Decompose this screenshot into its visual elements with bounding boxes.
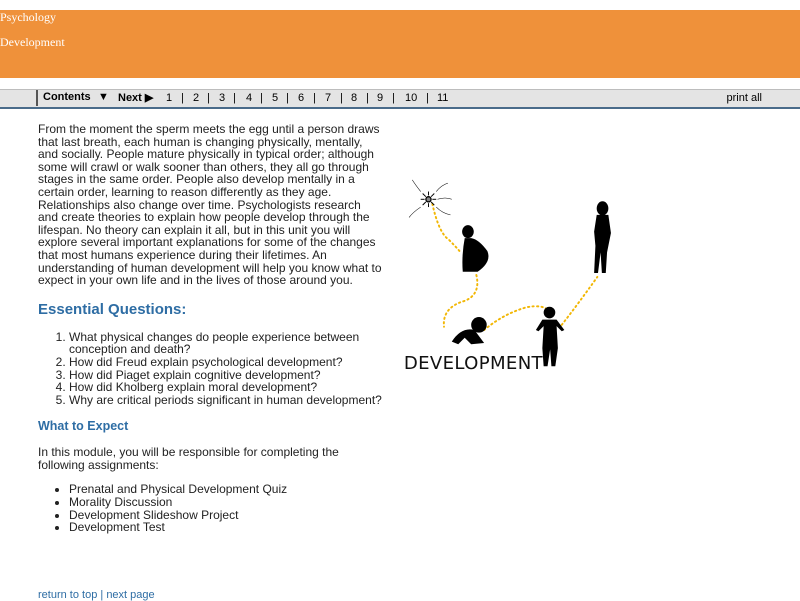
development-illustration xyxy=(400,120,620,430)
list-item: 2. How did Freud explain psychological development? xyxy=(69,356,383,369)
crawling-baby-icon xyxy=(452,317,487,344)
list-item: 3. How did Piaget explain cognitive development? xyxy=(69,369,383,382)
footer-separator: | xyxy=(100,589,104,601)
list-item: • Development Slideshow Project xyxy=(69,509,383,522)
list-item: • Prenatal and Physical Development Quiz xyxy=(69,483,383,496)
page-separator: | xyxy=(260,92,263,104)
page-link-9[interactable]: 9 xyxy=(377,92,384,104)
page-link-10[interactable]: 10 xyxy=(405,92,418,104)
contents-label: Contents xyxy=(43,91,91,103)
what-to-expect-heading: What to Expect xyxy=(38,419,129,434)
page-header xyxy=(0,10,800,78)
next-page-link[interactable]: next page xyxy=(106,589,155,601)
page-link-2[interactable]: 2 xyxy=(193,92,200,104)
page-separator: | xyxy=(426,92,429,104)
page-separator: | xyxy=(392,92,395,104)
dropdown-arrow-icon: ▼ xyxy=(98,91,109,103)
page-link-1[interactable]: 1 xyxy=(166,92,173,104)
top-spacer xyxy=(0,0,800,10)
assignments-list xyxy=(38,483,383,533)
expect-paragraph: In this module, you will be responsible for completing the following assignments: xyxy=(38,445,339,472)
page-separator: | xyxy=(286,92,289,104)
dotted-path xyxy=(432,204,597,330)
return-to-top-link[interactable]: return to top xyxy=(38,589,98,601)
list-item: • Morality Discussion xyxy=(69,496,383,509)
page-link-4[interactable]: 4 xyxy=(246,92,253,104)
page-link-7[interactable]: 7 xyxy=(325,92,332,104)
list-item: 4. How did Kholberg explain moral development? xyxy=(69,381,383,394)
navigation-bar xyxy=(0,89,800,109)
next-button[interactable] xyxy=(118,91,153,106)
page-separator: | xyxy=(340,92,343,104)
essential-questions-list xyxy=(38,331,383,407)
intro-paragraph: From the moment the sperm meets the egg until a person draws that last breath, each human is changing physically, mentally, and socially. People mature physically in typical order; although some will crawl or walk sooner than others, they all go through stages in the same order. People also develop mentally in a certain order, learning to reason differently as they age. Relationships also change over time. Psychologists research and create theories to explain how people develop through the lifespan. No theory can explain it all, but in this unit you will explore several important explanations for some of the changes that most humans experience during their lifetimes. An understanding of human development will help you know what to expect in your own life and in the lives of those around you. xyxy=(38,122,382,288)
page-separator: | xyxy=(181,92,184,104)
page-separator: | xyxy=(366,92,369,104)
course-title: Psychology xyxy=(0,10,57,24)
list-item: 5. Why are critical periods significant in human development? xyxy=(69,394,383,407)
print-all-link[interactable]: print all xyxy=(726,92,762,104)
pregnant-woman-icon xyxy=(462,225,488,272)
next-label: Next xyxy=(118,92,142,104)
module-title: Development xyxy=(0,35,65,49)
adult-woman-icon xyxy=(594,201,611,273)
page-separator: | xyxy=(313,92,316,104)
main-content xyxy=(38,123,383,534)
list-item: 1. What physical changes do people experience between conception and death? xyxy=(69,331,383,356)
contents-dropdown[interactable] xyxy=(36,90,113,106)
page-separator: | xyxy=(207,92,210,104)
page-link-8[interactable]: 8 xyxy=(351,92,358,104)
page-link-3[interactable]: 3 xyxy=(219,92,226,104)
development-word: DEVELOPMENT xyxy=(403,352,543,374)
list-item: • Development Test xyxy=(69,521,383,534)
footer-links xyxy=(38,589,155,601)
page-link-5[interactable]: 5 xyxy=(272,92,279,104)
page-link-6[interactable]: 6 xyxy=(298,92,305,104)
egg-icon xyxy=(409,180,452,218)
page-separator: | xyxy=(233,92,236,104)
essential-questions-heading: Essential Questions: xyxy=(38,300,187,318)
play-arrow-icon: ▶ xyxy=(144,92,154,104)
page-link-11[interactable]: 11 xyxy=(437,92,449,104)
